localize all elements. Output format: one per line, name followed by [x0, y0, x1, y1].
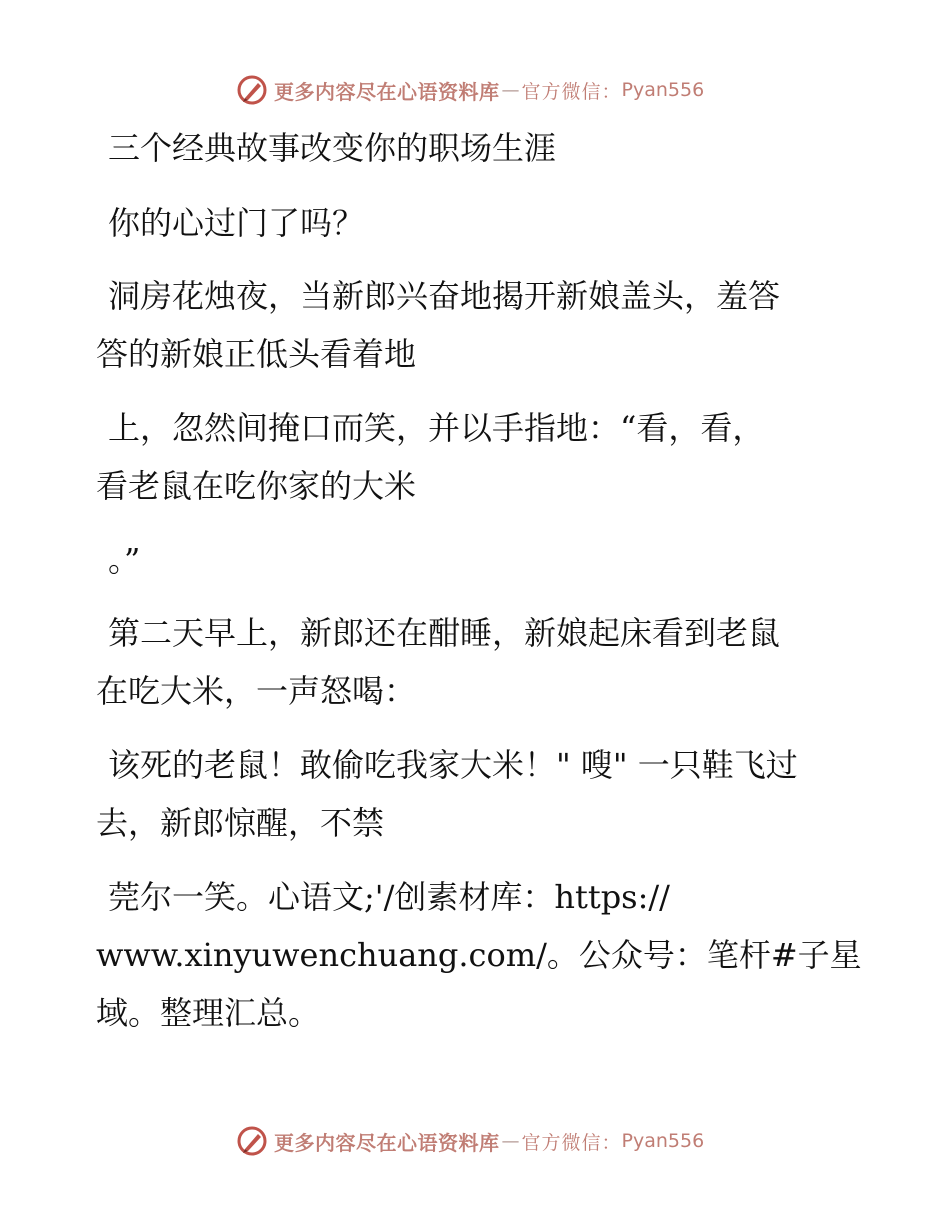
- section-heading: 你的心过门了吗？: [108, 204, 365, 242]
- banner-brand-text: 更多内容尽在心语资料库: [274, 79, 500, 104]
- paragraph-line: 去，新郎惊醒，不禁: [96, 804, 385, 842]
- header-banner: [236, 73, 704, 107]
- banner-dash: —: [501, 79, 520, 101]
- paragraph-line: 看老鼠在吃你家的大米: [96, 467, 417, 505]
- paragraph-line: 。”: [108, 541, 141, 579]
- paragraph-line: 在吃大米，一声怒喝：: [96, 672, 417, 710]
- paragraph-line: 上，忽然间掩口而笑，并以手指地：“看，看，: [108, 409, 765, 447]
- pen-logo-icon: [236, 1125, 268, 1157]
- banner-dash: —: [501, 1130, 520, 1152]
- paragraph-line: 域。整理汇总。: [96, 994, 321, 1032]
- banner-contact-id: Pyan556: [621, 79, 705, 101]
- banner-contact-label: 官方微信：: [521, 80, 622, 103]
- banner-contact-id: Pyan556: [621, 1130, 705, 1152]
- paragraph-line: 答的新娘正低头看着地: [96, 335, 417, 373]
- paragraph-line: 该死的老鼠！敢偷吃我家大米！" 嗖" 一只鞋飞过: [108, 746, 798, 784]
- paragraph-line: www.xinyuwenchuang.com/。公众号：笔杆#子星: [96, 936, 862, 974]
- paragraph-line: 第二天早上，新郎还在酣睡，新娘起床看到老鼠: [108, 614, 781, 652]
- banner-contact-label: 官方微信：: [521, 1131, 622, 1154]
- banner-brand-text: 更多内容尽在心语资料库: [274, 1130, 500, 1155]
- paragraph-line: 莞尔一笑。心语文;'/创素材库：https://: [108, 878, 670, 916]
- footer-banner: [236, 1124, 704, 1158]
- document-title: 三个经典故事改变你的职场生涯: [108, 129, 557, 167]
- pen-logo-icon: [236, 74, 268, 106]
- paragraph-line: 洞房花烛夜，当新郎兴奋地揭开新娘盖头，羞答: [108, 277, 781, 315]
